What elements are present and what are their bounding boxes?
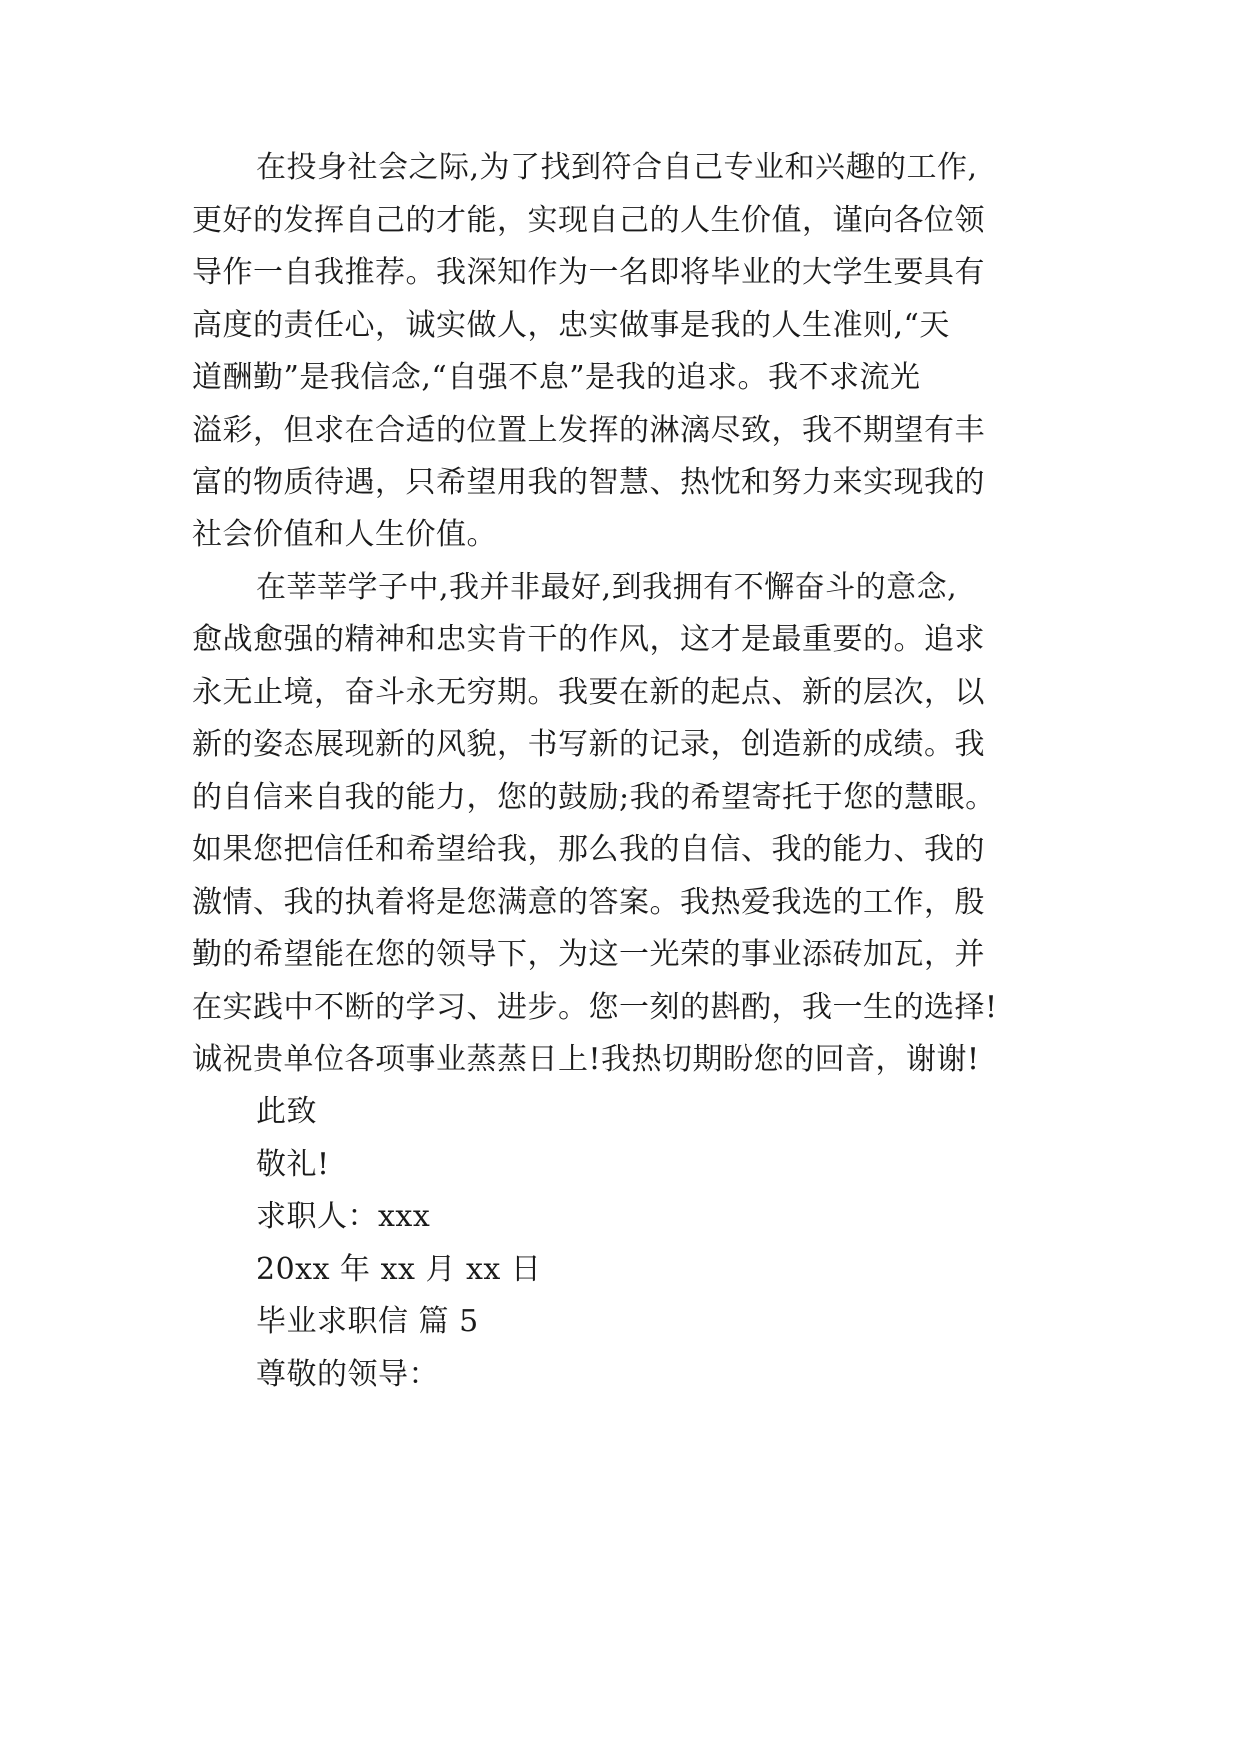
date-line: 20xx 年 xx 月 xx 日	[256, 1252, 542, 1287]
greeting-line: 尊敬的领导：	[256, 1357, 439, 1392]
paragraph-2-line-2: 愈战愈强的精神和忠实肯干的作风，这才是最重要的。追求	[192, 622, 985, 657]
paragraph-2-line-8: 勤的希望能在您的领导下，为这一光荣的事业添砖加瓦，并	[192, 937, 985, 972]
paragraph-2-line-3: 永无止境，奋斗永无穷期。我要在新的起点、新的层次，以	[192, 675, 985, 710]
paragraph-1-line-8: 社会价值和人生价值。	[192, 517, 497, 552]
closing-text: 此致	[256, 1094, 317, 1129]
next-letter-title: 毕业求职信 篇 5	[256, 1304, 479, 1339]
paragraph-1-line-5: 道酬勤”是我信念,“自强不息”是我的追求。我不求流光	[192, 360, 921, 395]
paragraph-1-line-6: 溢彩，但求在合适的位置上发挥的淋漓尽致，我不期望有丰	[192, 413, 985, 448]
paragraph-1-line-1: 在投身社会之际,为了找到符合自己专业和兴趣的工作,	[256, 150, 978, 185]
paragraph-2-line-6: 如果您把信任和希望给我，那么我的自信、我的能力、我的	[192, 832, 985, 867]
paragraph-2-line-10: 诚祝贵单位各项事业蒸蒸日上!我热切期盼您的回音，谢谢!	[192, 1042, 980, 1077]
paragraph-2-line-1: 在莘莘学子中,我并非最好,到我拥有不懈奋斗的意念,	[256, 570, 958, 605]
paragraph-1-line-2: 更好的发挥自己的才能，实现自己的人生价值，谨向各位领	[192, 203, 985, 238]
paragraph-2-line-5: 的自信来自我的能力，您的鼓励;我的希望寄托于您的慧眼。	[192, 780, 996, 815]
paragraph-1-line-3: 导作一自我推荐。我深知作为一名即将毕业的大学生要具有	[192, 255, 985, 290]
paragraph-2-line-7: 激情、我的执着将是您满意的答案。我热爱我选的工作，殷	[192, 885, 985, 920]
paragraph-2-line-4: 新的姿态展现新的风貌，书写新的记录，创造新的成绩。我	[192, 727, 985, 762]
salute-text: 敬礼!	[256, 1147, 330, 1182]
paragraph-1-line-7: 富的物质待遇，只希望用我的智慧、热忱和努力来实现我的	[192, 465, 985, 500]
paragraph-2-line-9: 在实践中不断的学习、进步。您一刻的斟酌，我一生的选择!	[192, 990, 998, 1025]
signature-line: 求职人：xxx	[256, 1199, 431, 1234]
paragraph-1-line-4: 高度的责任心，诚实做人，忠实做事是我的人生准则,“天	[192, 308, 950, 343]
